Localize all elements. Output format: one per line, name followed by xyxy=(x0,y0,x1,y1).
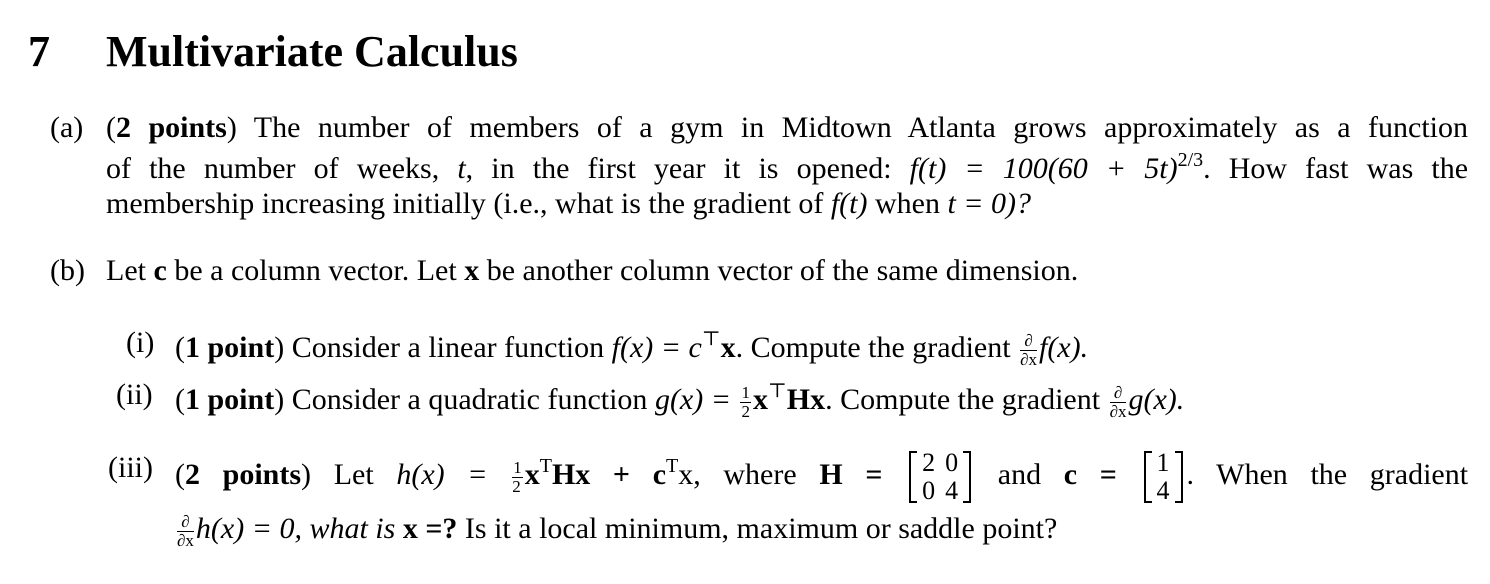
part-b-ii-label: (ii) xyxy=(116,378,153,411)
linear-function: f(x) = c xyxy=(611,331,702,364)
vector-c xyxy=(1144,449,1183,505)
partial-numerator: ∂ xyxy=(1020,332,1037,351)
part-b-iii-label: (iii) xyxy=(108,451,153,484)
part-b-label: (b) xyxy=(50,254,85,287)
part-b-i-text-pre: Consider a linear function xyxy=(291,331,605,364)
transpose-T-1: T xyxy=(539,455,552,477)
h-expr-end: x, where xyxy=(678,458,797,491)
partial-denominator-ii: ∂x xyxy=(1109,401,1127,421)
H-symbol: H = xyxy=(819,458,883,491)
part-b-iii-line-2 xyxy=(175,512,1057,549)
matrix-cell: 0 xyxy=(922,476,936,506)
gradient-h-condition: h(x) = 0, what is xyxy=(195,512,396,545)
quadratic-function: g(x) = xyxy=(654,383,731,416)
part-a-line2-post: . How fast was the xyxy=(1203,152,1469,185)
part-a-line2-mid: , in the first year it is opened: xyxy=(465,152,892,185)
part-b-text-mid: be a column vector. Let xyxy=(174,254,457,287)
partial-derivative-i xyxy=(1020,332,1037,369)
part-b-ii-points: 1 point xyxy=(185,383,275,416)
part-b-iii-text-pre: Let xyxy=(333,458,374,491)
matrix-cell: 0 xyxy=(945,448,959,478)
c-symbol: c xyxy=(153,254,167,287)
part-b-text xyxy=(106,254,1078,288)
part-a-label: (a) xyxy=(50,111,84,144)
quadratic-expr: x xyxy=(752,383,768,416)
half-numerator: 1 xyxy=(741,382,750,402)
part-a-line-3 xyxy=(106,187,1031,221)
part-b-iii-text-post: . When the gradient xyxy=(1186,458,1469,491)
section-title: Multivariate Calculus xyxy=(106,27,518,76)
partial-derivative-ii xyxy=(1110,384,1127,421)
gradient-g: g(x). xyxy=(1128,383,1185,416)
partial-numerator-iii: ∂ xyxy=(177,513,194,532)
part-b-ii-text-pre: Consider a quadratic function xyxy=(291,383,648,416)
function-f-of-t: f(t) = 100(60 + 5t) xyxy=(909,152,1178,185)
part-b-i-text-post: . Compute the gradient xyxy=(735,331,1011,364)
half-numerator-iii: 1 xyxy=(513,457,522,477)
part-a-line3-when: when xyxy=(874,187,940,220)
part-b-iii-points: 2 points xyxy=(185,458,302,491)
h-function: h(x) = xyxy=(396,458,488,491)
transpose-mark: ⊤ xyxy=(701,328,721,350)
half-denominator: 2 xyxy=(741,401,750,421)
part-b-i-label: (i) xyxy=(126,326,155,359)
vector-cell: 4 xyxy=(1156,476,1170,506)
partial-denominator: ∂x xyxy=(1020,349,1037,369)
part-a-line1-text: The number of members of a gym in Midtown Atlanta grows approximately as a function xyxy=(253,111,1469,144)
part-b-i-points: 1 point xyxy=(185,331,275,364)
vector-cell: 1 xyxy=(1156,448,1170,478)
part-b-ii-text-post: . Compute the gradient xyxy=(825,383,1101,416)
part-b-i-text: (1 point) Consider a linear function f(x) = c⊤x. Compute the gradient $\frac{\partial}{\partial x}$ f(x). xyxy=(175,328,1089,369)
matrix-cell: 4 xyxy=(945,476,959,506)
half-fraction-ii xyxy=(740,384,751,421)
quadratic-expr-end: Hx xyxy=(786,383,826,416)
transpose-mark-ii: ⊤ xyxy=(767,380,787,402)
x-question: x =? xyxy=(402,512,458,545)
part-a-line3-f: f(t) xyxy=(830,187,868,220)
h-expr: x xyxy=(524,458,540,491)
linear-function-end: x xyxy=(720,331,736,364)
part-a-line3-pre: membership increasing initially (i.e., what is the gradient of xyxy=(106,187,824,220)
exponent: 2/3 xyxy=(1177,149,1204,171)
partial-denominator-iii: ∂x xyxy=(177,530,194,550)
t-variable: t xyxy=(457,152,466,185)
part-b-iii-line2-post: Is it a local minimum, maximum or saddle point? xyxy=(464,512,1058,545)
matrix-cell: 2 xyxy=(922,448,936,478)
partial-derivative-iii xyxy=(177,513,194,550)
gradient-f: f(x). xyxy=(1038,331,1089,364)
part-a-line2-pre: of the number of weeks, xyxy=(106,152,440,185)
half-denominator-iii: 2 xyxy=(512,476,521,496)
half-fraction-iii xyxy=(512,459,523,496)
part-a-line-1: (2 points) The number of members of a gym in Midtown Atlanta grows approximately as a function xyxy=(106,111,1469,144)
c-vector-symbol: c = xyxy=(1063,458,1117,491)
section-number: 7 xyxy=(28,27,50,76)
matrix-H xyxy=(909,449,971,505)
part-a-line3-cond: t = 0)? xyxy=(947,187,1032,220)
transpose-T-2: T xyxy=(666,455,679,477)
part-a-line-2 xyxy=(106,149,1468,186)
h-expr-mid: Hx + c xyxy=(551,458,667,491)
part-b-text-pre: Let xyxy=(106,254,146,287)
part-a-points: 2 points xyxy=(116,111,227,144)
part-b-iii-line-1: (2 points) Let h(x) = $\frac{1}{2}$ $x^THx + c^Tx$, where H = 2 0 0 4 and c = 1 4 . When the gradient xyxy=(175,448,1469,506)
partial-numerator-ii: ∂ xyxy=(1110,384,1127,403)
part-b-ii-text: (1 point) Consider a quadratic function g(x) = $\frac{1}{2}$ x⊤Hx. Compute the gradient $\frac{\partial}{\partial x}$ g(x). xyxy=(175,380,1185,421)
and-text: and xyxy=(997,458,1042,491)
x-symbol: x xyxy=(464,254,480,287)
part-b-text-post: be another column vector of the same dimension. xyxy=(486,254,1079,287)
